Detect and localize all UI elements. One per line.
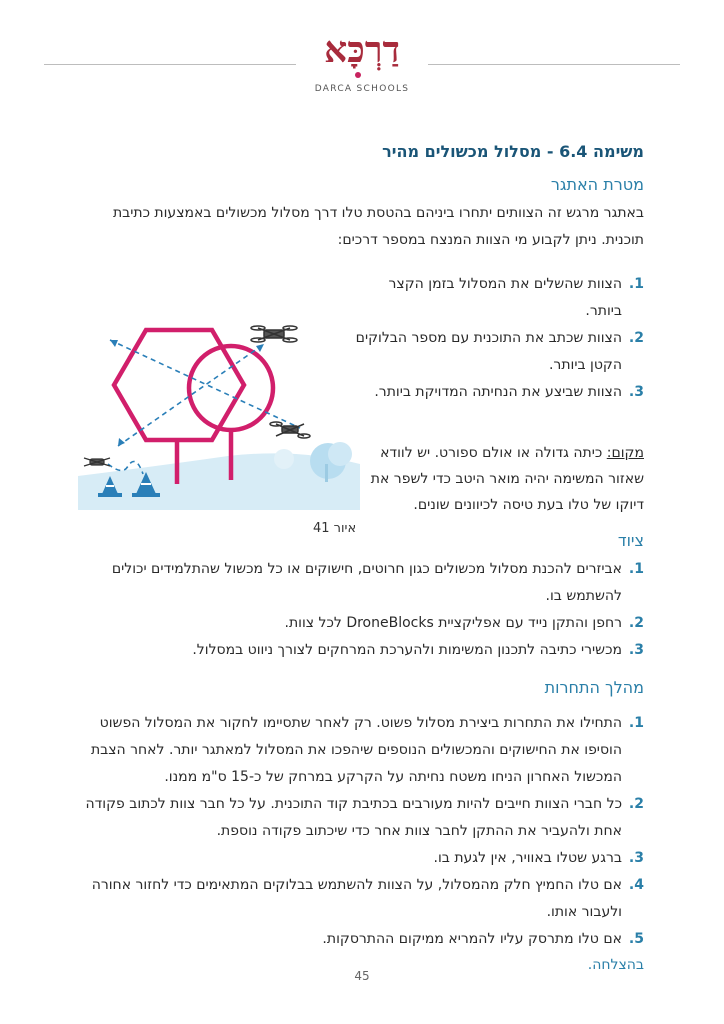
page-title: משימה 6.4 - מסלול מכשולים מהיר (382, 142, 644, 161)
logo-dot-icon (355, 72, 361, 78)
drone-icon (84, 458, 110, 466)
obstacle-course-illustration (78, 316, 360, 510)
procedure-heading: מהלך התחרות (544, 678, 644, 697)
list-item: 2. הצוות שכתב את התוכנית עם מספר הבלוקים הקטן ביותר. (355, 330, 644, 373)
figure-caption: איור 41 (313, 521, 357, 536)
list-item: 5. אם טלו מתרסק עליו להמריא ממיקום ההתרסקות. (322, 931, 644, 947)
list-item: 3. ברגע שטלו באוויר, אין לגעת בו. (433, 850, 644, 866)
list-item: 1. אביזרים להכנת מסלול מכשולים כגון חרוטים, חישוקים או כל מכשול שהתלמידים יכולים להשתמש בו. (111, 561, 644, 604)
list-item: 4. אם טלו החמיץ חלק מהמסלול, על הצוות להשתמש בבלוקים המתאימים כדי לחזור אחורה ולעבור אותו. (91, 877, 644, 920)
list-item: 3. מכשירי כתיבה לתכנון המשימות ולהערכת המרחקים לצורך ניווט במסלול. (192, 642, 644, 658)
equipment-list (74, 556, 644, 664)
header-rule-left (44, 64, 296, 65)
location-label: מקום: (606, 445, 644, 461)
procedure-list (74, 710, 644, 953)
list-item: 2. כל חברי הצוות חייבים להיות מעורבים בכתיבת קוד התוכנית. על כל חבר צוות לכתוב פקודה אחת ולהעביר את ההתקן לחבר צוות אחר כדי שיכתוב פקודה נוספת. (85, 796, 644, 839)
list-item: 1. הצוות שהשלים את המסלול בזמן הקצר ביותר. (388, 276, 644, 319)
goal-heading: מטרת האתגר (550, 175, 644, 194)
list-item: 1. התחילו את התחרות ביצירת מסלול פשוט. רק לאחר שתסיימו לחקור את המסלול הפשוט הוסיפו את החישוקים והמכשולים הנוספים שיהפכו את המסלול למאתגר יותר. לאחר הצבת המכשול האחרון הניחו משטח נחיתה על הקרקע במרחק של כ-15 ס"מ ממנו. (90, 715, 644, 785)
equipment-heading: ציוד (617, 531, 644, 550)
goal-list (354, 271, 644, 406)
goal-paragraph: באתגר מרגש זה הצוותים יתחרו ביניהם בהטסת טלו דרך מסלול מכשולים באמצעות כתיבת תוכנית. ניתן לקבוע מי הצוות המנצח במספר דרכים: (112, 205, 644, 248)
logo-subtitle: DARCA SCHOOLS (314, 84, 410, 94)
drone-icon (251, 326, 297, 342)
header-rule-right (428, 64, 680, 65)
drone-icon (270, 422, 310, 438)
darca-logo: דַרְכָּא (324, 29, 400, 71)
location-paragraph (354, 440, 644, 518)
closing-text: בהצלחה. (587, 957, 644, 973)
list-item: 2. רחפן והתקן נייד עם אפליקציית DroneBlocks לכל צוות. (284, 615, 644, 631)
list-item: 3. הצוות שביצע את הנחיתה המדויקת ביותר. (374, 384, 644, 400)
page-number: 45 (354, 969, 370, 983)
location-text: כיתה גדולה או אולם ספורט. יש לוודא שאזור המשימה יהיה מואר היטב כדי לשפר את דיוקו של טלו בעת טיסה לכיוונים שונים. (370, 445, 644, 513)
